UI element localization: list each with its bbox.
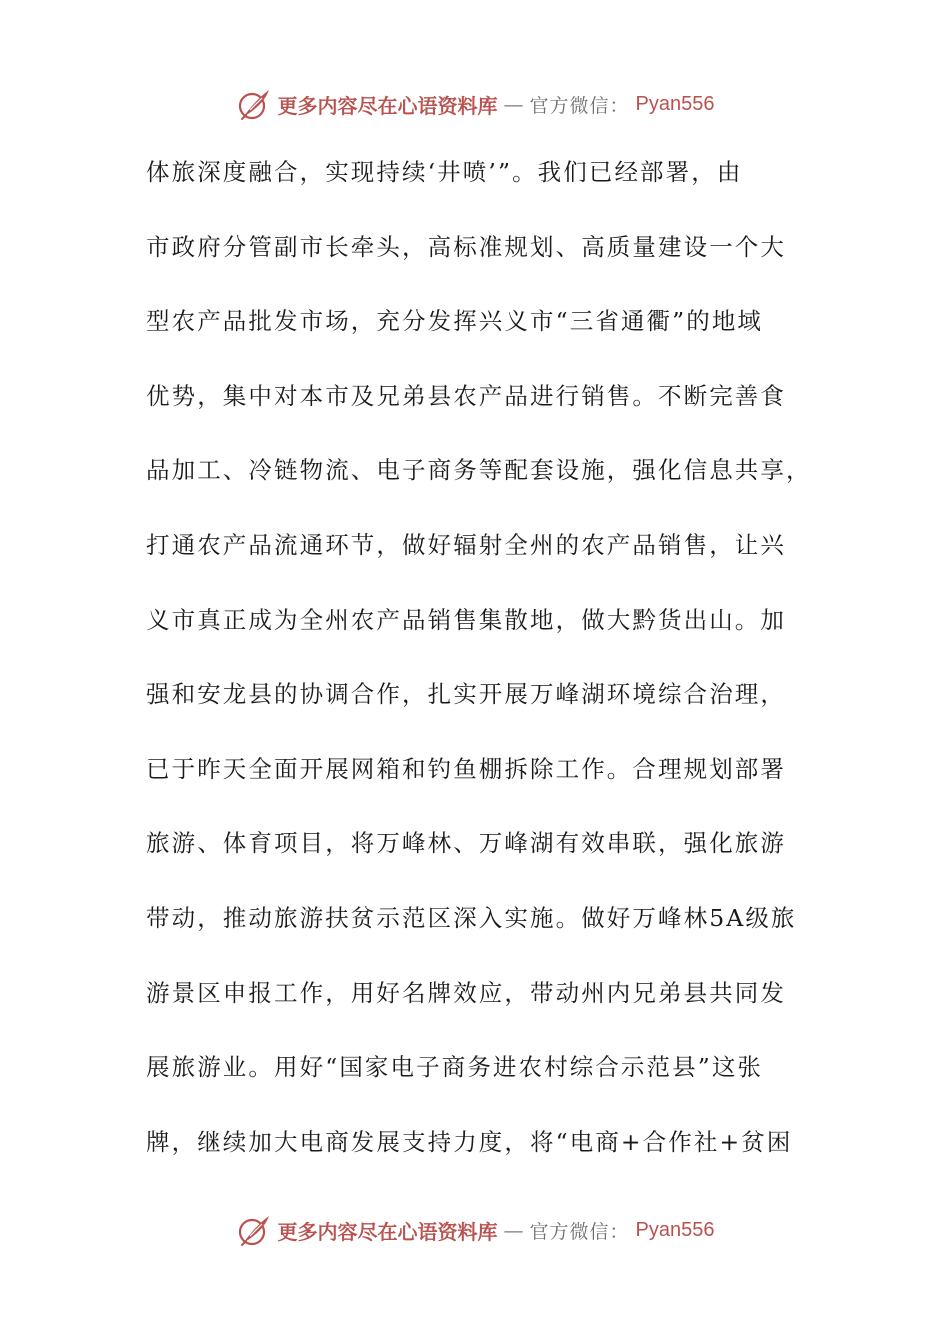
body-line: 旅游、体育项目，将万峰林、万峰湖有效串联，强化旅游	[146, 829, 786, 858]
document-body	[146, 148, 812, 1192]
body-line: 体旅深度融合，实现持续‘井喷’”。我们已经部署，由	[146, 158, 743, 186]
quill-pen-icon	[236, 86, 272, 122]
body-line: 牌，继续加大电商发展支持力度，将“电商+合作社+贫困	[146, 1127, 793, 1156]
body-line: 品加工、冷链物流、电子商务等配套设施，强化信息共享，	[146, 456, 812, 485]
footer-watermark	[0, 1210, 950, 1250]
footer-wechat-id: Pyan556	[635, 1218, 715, 1241]
body-line: 展旅游业。用好“国家电子商务进农村综合示范县”这张	[146, 1053, 764, 1082]
body-line: 游景区申报工作，用好名牌效应，带动州内兄弟县共同发	[146, 978, 786, 1007]
quill-pen-icon	[236, 1212, 272, 1248]
footer-site-name: 更多内容尽在心语资料库	[277, 1219, 498, 1244]
body-line: 型农产品批发市场，充分发挥兴义市“三省通衢”的地域	[146, 307, 764, 336]
footer-dash: —	[503, 1218, 524, 1242]
body-line: 强和安龙县的协调合作，扎实开展万峰湖环境综合治理，	[146, 680, 786, 709]
body-line: 市政府分管副市长牵头，高标准规划、高质量建设一个大	[146, 232, 786, 261]
header-site-name: 更多内容尽在心语资料库	[277, 93, 498, 118]
body-line: 打通农产品流通环节，做好辐射全州的农产品销售，让兴	[146, 530, 786, 559]
header-dash: —	[503, 92, 524, 116]
body-line: 优势，集中对本市及兄弟县农产品进行销售。不断完善食	[146, 381, 786, 410]
body-line: 带动，推动旅游扶贫示范区深入实施。做好万峰林5A级旅	[146, 903, 797, 932]
header-wechat-label: 官方微信：	[529, 94, 630, 117]
body-line: 义市真正成为全州农产品销售集散地，做大黔货出山。加	[146, 605, 786, 634]
body-line: 已于昨天全面开展网箱和钓鱼棚拆除工作。合理规划部署	[146, 754, 786, 783]
footer-wechat-label: 官方微信：	[529, 1220, 630, 1243]
header-wechat-id: Pyan556	[635, 92, 715, 115]
header-watermark	[0, 84, 950, 124]
